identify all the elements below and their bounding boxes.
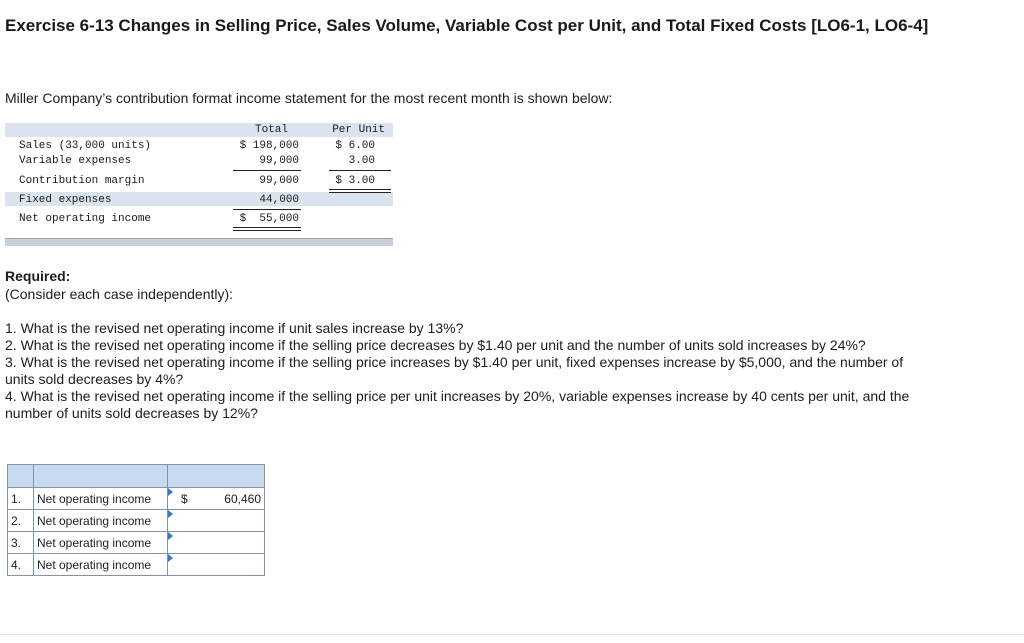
question-2: 2. What is the revised net operating income if the selling price decreases by $1.40 per unit and the number of units sold increases by 24%?	[5, 337, 866, 353]
input-flag-icon	[168, 554, 173, 562]
answer-number: 1.	[8, 488, 34, 510]
income-statement	[5, 123, 393, 246]
answer-number: 2.	[8, 510, 34, 532]
header-cell-number	[8, 465, 34, 488]
answer-number: 4.	[8, 554, 34, 576]
total-rule-net	[233, 227, 301, 231]
row-label-contribution: Contribution margin	[19, 175, 145, 187]
answer-label: Net operating income	[34, 488, 168, 510]
answer-header-row	[8, 465, 265, 488]
subtotal-rule-fixed	[233, 209, 301, 210]
answer-input-4[interactable]	[168, 554, 265, 576]
answer-table	[7, 464, 265, 576]
answer-label: Net operating income	[34, 532, 168, 554]
row-total-contribution: 99,000	[259, 175, 299, 187]
row-unit-contribution: $ 3.00	[335, 175, 375, 187]
answer-number: 3.	[8, 532, 34, 554]
col-header-total: Total	[254, 124, 288, 136]
answer-input-3[interactable]	[168, 532, 265, 554]
question-3: 3. What is the revised net operating income if the selling price increases by $1.40 per unit, fixed expenses increase by $5,000, and the number of units sold decreases by 4%?	[5, 354, 904, 387]
answer-label: Net operating income	[34, 554, 168, 576]
row-total-fixed: 44,000	[259, 194, 299, 206]
currency-symbol: $	[181, 492, 188, 506]
required-note: (Consider each case independently):	[5, 286, 234, 302]
row-total-sales: $ 198,000	[239, 140, 299, 152]
input-flag-icon	[168, 510, 173, 518]
header-cell-answer	[168, 465, 265, 488]
total-rule-unit	[329, 189, 391, 193]
answer-row	[8, 488, 265, 510]
footer-divider	[0, 634, 1024, 635]
row-label-net: Net operating income	[19, 213, 152, 225]
row-unit-variable: 3.00	[348, 155, 375, 167]
row-label-fixed: Fixed expenses	[19, 194, 112, 206]
subtotal-rule	[233, 170, 301, 171]
row-label-sales: Sales (33,000 units)	[19, 140, 152, 152]
col-header-per-unit: Per Unit	[332, 124, 385, 136]
row-total-variable: 99,000	[259, 155, 299, 167]
answer-input-1[interactable]	[168, 488, 265, 510]
subtotal-rule-unit	[329, 170, 391, 171]
question-4: 4. What is the revised net operating income if the selling price per unit increases by 20%, variable expenses increase by 40 cents per unit, and the number of units sold decreases by 12%?	[5, 388, 910, 421]
answer-row	[8, 532, 265, 554]
question-list	[5, 320, 930, 422]
question-1: 1. What is the revised net operating income if unit sales increase by 13%?	[5, 320, 464, 336]
row-label-variable: Variable expenses	[19, 155, 132, 167]
answer-input-2[interactable]	[168, 510, 265, 532]
required-heading: Required:	[5, 268, 71, 284]
row-total-net: $ 55,000	[239, 213, 299, 225]
exercise-title: Exercise 6-13 Changes in Selling Price, Sales Volume, Variable Cost per Unit, and Total Fixed Costs [LO6-1, LO6-4]	[5, 16, 929, 35]
input-flag-icon	[168, 488, 173, 496]
header-cell-label	[34, 465, 168, 488]
row-unit-sales: $ 6.00	[335, 140, 375, 152]
answer-value: 60,460	[224, 492, 261, 506]
input-flag-icon	[168, 532, 173, 540]
answer-row	[8, 510, 265, 532]
answer-row	[8, 554, 265, 576]
answer-label: Net operating income	[34, 510, 168, 532]
statement-scrollbar[interactable]	[5, 238, 393, 246]
intro-text: Miller Company’s contribution format income statement for the most recent month is shown below:	[5, 90, 613, 106]
